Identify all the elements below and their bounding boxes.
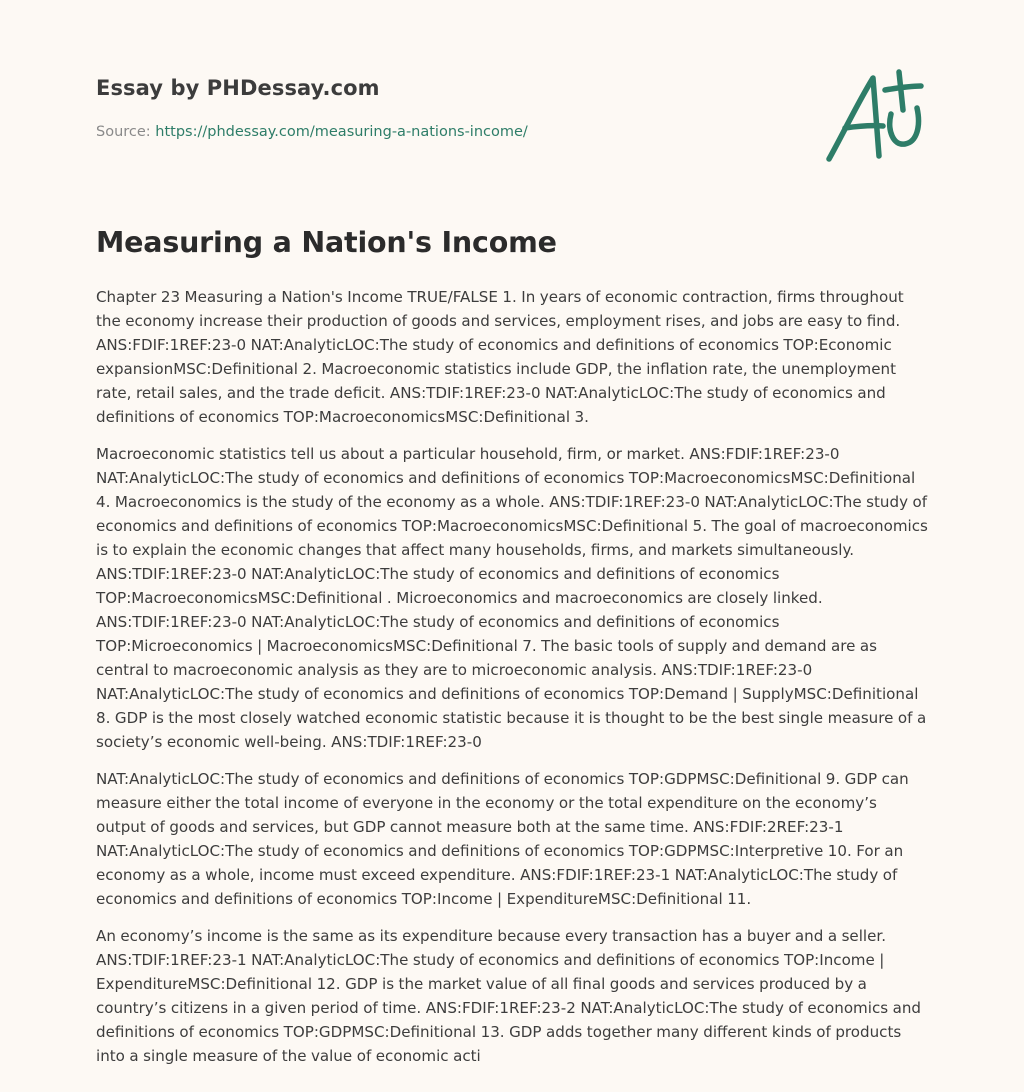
source-link[interactable]: https://phdessay.com/measuring-a-nations-income/: [155, 124, 528, 140]
essay-paragraph: Macroeconomic statistics tell us about a particular household, firm, or market. ANS:FDIF:1REF:23-0 NAT:AnalyticLOC:The study of economics and definitions of economics TOP:MacroeconomicsMSC:Definitional 4. Macroeconomics is the study of the economy as a whole. ANS:TDIF:1REF:23-0 NAT:AnalyticLOC:The study of economics and definitions of economics TOP:MacroeconomicsMSC:Definitional 5. The goal of macroeconomics is to explain the economic changes that affect many households, firms, and markets simultaneously. ANS:TDIF:1REF:23-0 NAT:AnalyticLOC:The study of economics and definitions of economics TOP:MacroeconomicsMSC:Definitional . Microeconomics and macroeconomics are closely linked. ANS:TDIF:1REF:23-0 NAT:AnalyticLOC:The study of economics and definitions of economics TOP:Microeconomics | MacroeconomicsMSC:Definitional 7. The basic tools of supply and demand are as central to macroeconomic analysis as they are to microeconomic analysis. ANS:TDIF:1REF:23-0 NAT:AnalyticLOC:The study of economics and definitions of economics TOP:Demand | SupplyMSC:Definitional 8. GDP is the most closely watched economic statistic because it is thought to be the best single measure of a society’s economic well-being. ANS:TDIF:1REF:23-0: [96, 445, 928, 751]
essay-paragraph: NAT:AnalyticLOC:The study of economics and definitions of economics TOP:GDPMSC:Definitional 9. GDP can measure either the total income of everyone in the economy or the total expenditure on the economy’s output of goods and services, but GDP cannot measure both at the same time. ANS:FDIF:2REF:23-1 NAT:AnalyticLOC:The study of economics and definitions of economics TOP:GDPMSC:Interpretive 10. For an economy as a whole, income must exceed expenditure. ANS:FDIF:1REF:23-1 NAT:AnalyticLOC:The study of economics and definitions of economics TOP:Income | ExpenditureMSC:Definitional 11.: [96, 770, 909, 908]
site-brand: Essay by PHDessay.com: [96, 76, 380, 100]
essay-paragraph: Chapter 23 Measuring a Nation's Income TRUE/FALSE 1. In years of economic contraction, firms throughout the economy increase their production of goods and services, employment rises, and jobs are easy to find. ANS:FDIF:1REF:23-0 NAT:AnalyticLOC:The study of economics and definitions of economics TOP:Economic expansionMSC:Definitional 2. Macroeconomic statistics include GDP, the inflation rate, the unemployment rate, retail sales, and the trade deficit. ANS:TDIF:1REF:23-0 NAT:AnalyticLOC:The study of economics and definitions of economics TOP:MacroeconomicsMSC:Definitional 3.: [96, 288, 904, 426]
a-plus-grade-icon: [823, 64, 933, 168]
essay-paragraph: An economy’s income is the same as its expenditure because every transaction has a buyer and a seller. ANS:TDIF:1REF:23-1 NAT:AnalyticLOC:The study of economics and definitions of economics TOP:Income | ExpenditureMSC:Definitional 12. GDP is the market value of all final goods and services produced by a country’s citizens in a given period of time. ANS:FDIF:1REF:23-2 NAT:AnalyticLOC:The study of economics and definitions of economics TOP:GDPMSC:Definitional 13. GDP adds together many different kinds of products into a single measure of the value of economic acti: [96, 927, 922, 1065]
essay-title: Measuring a Nation's Income: [96, 226, 557, 259]
essay-body: [96, 285, 928, 1081]
source-label: Source:: [96, 124, 156, 140]
source-line: [96, 124, 528, 140]
